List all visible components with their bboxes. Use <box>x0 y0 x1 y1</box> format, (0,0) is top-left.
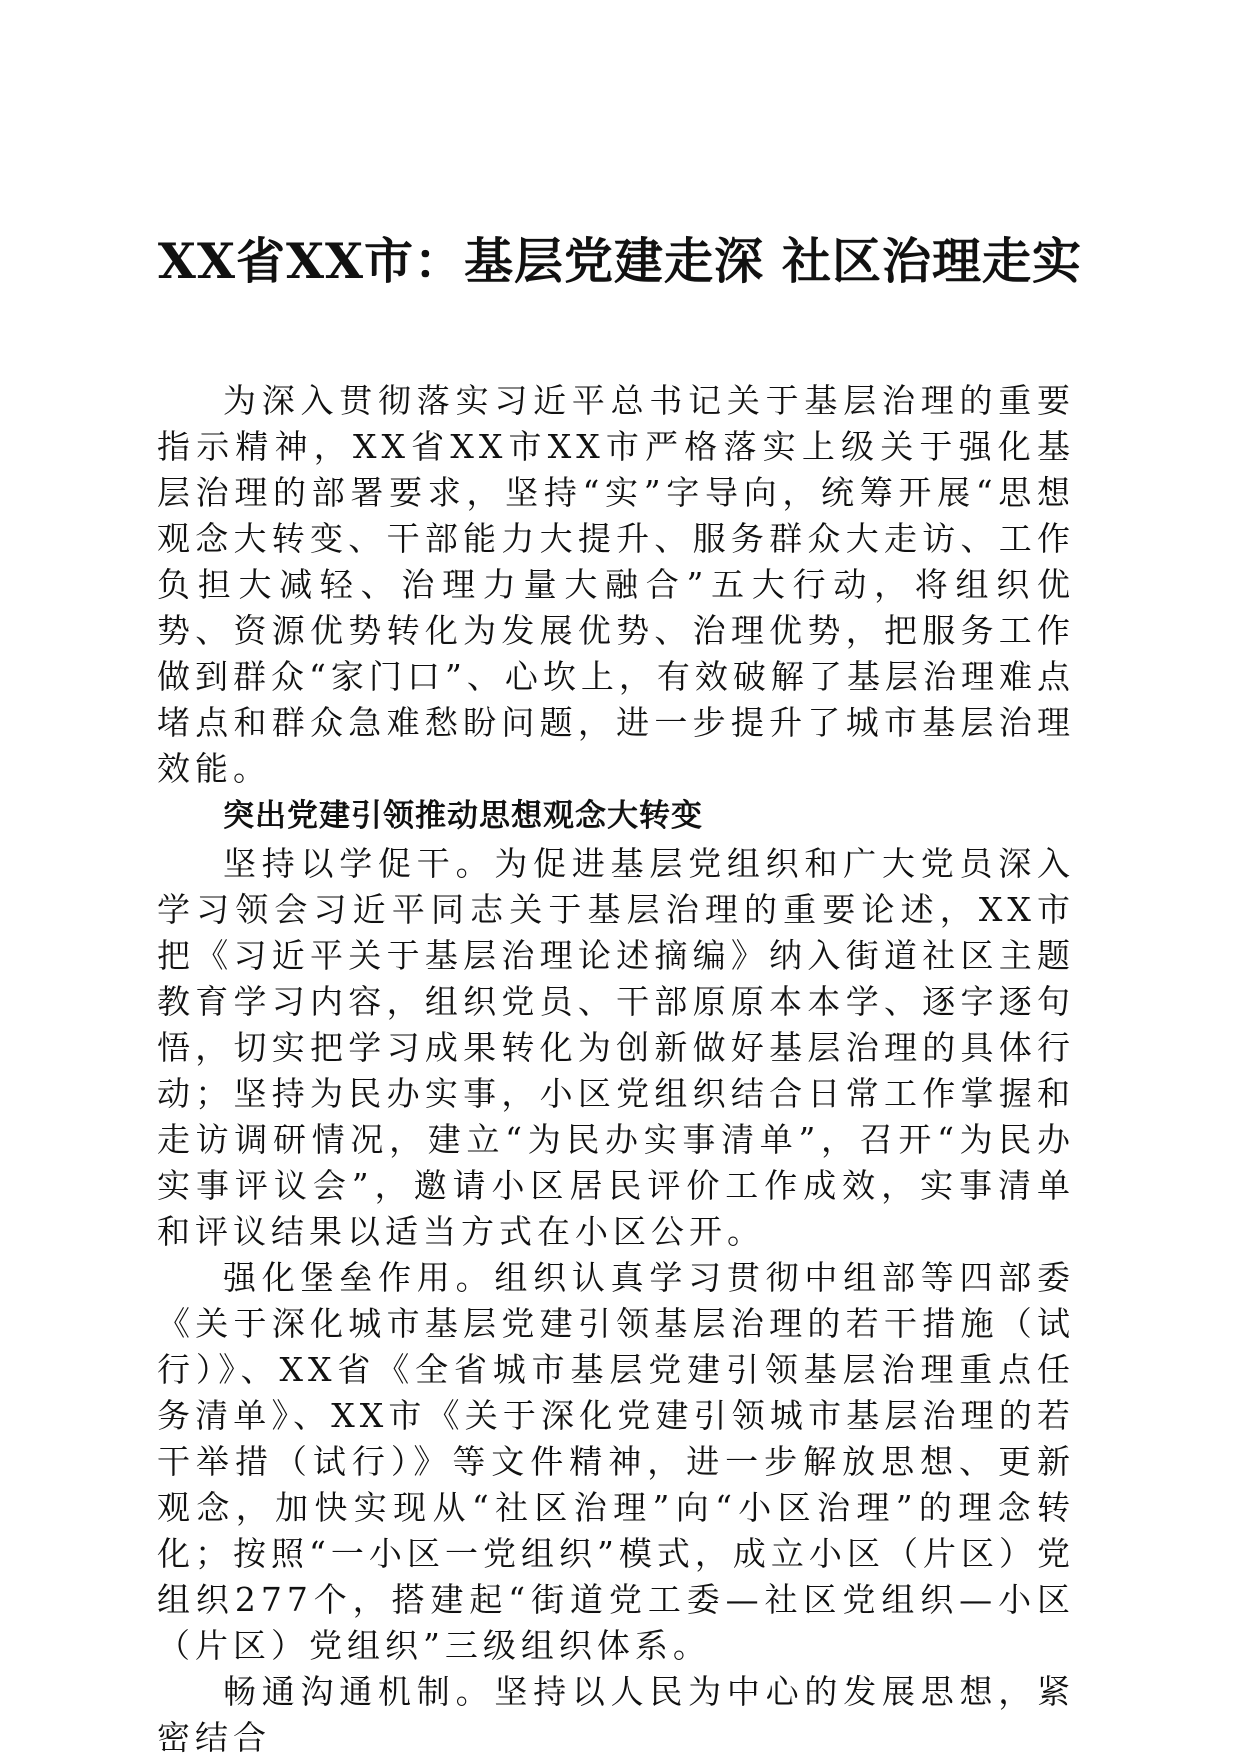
fortress-paragraph: 强化堡垒作用。组织认真学习贯彻中组部等四部委《关于深化城市基层党建引领基层治理的若干措施（试行）》、XX省《全省城市基层党建引领基层治理重点任务清单》、XX市《关于深化党建引领城市基层治理的若干举措（试行）》等文件精神，进一步解放思想、更新观念，加快实现从“社区治理”向“小区治理”的理念转化；按照“一小区一党组织”模式，成立小区（片区）党组织277个，搭建起“街道党工委—社区党组织—小区（片区）党组织”三级组织体系。 <box>157 1258 1075 1665</box>
document-body <box>157 378 1075 1761</box>
study-paragraph: 坚持以学促干。为促进基层党组织和广大党员深入学习领会习近平同志关于基层治理的重要论述，XX市把《习近平关于基层治理论述摘编》纳入街道社区主题教育学习内容，组织党员、干部原原本本学、逐字逐句悟，切实把学习成果转化为创新做好基层治理的具体行动；坚持为民办实事，小区党组织结合日常工作掌握和走访调研情况，建立“为民办实事清单”，召开“为民办实事评议会”，邀请小区居民评价工作成效，实事清单和评议结果以适当方式在小区公开。 <box>157 844 1075 1251</box>
communication-paragraph: 畅通沟通机制。坚持以人民为中心的发展思想，紧密结合 <box>157 1672 1075 1757</box>
intro-paragraph: 为深入贯彻落实习近平总书记关于基层治理的重要指示精神，XX省XX市XX市严格落实上级关于强化基层治理的部署要求，坚持“实”字导向，统筹开展“思想观念大转变、干部能力大提升、服务群众大走访、工作负担大减轻、治理力量大融合”五大行动，将组织优势、资源优势转化为发展优势、治理优势，把服务工作做到群众“家门口”、心坎上，有效破解了基层治理难点堵点和群众急难愁盼问题，进一步提升了城市基层治理效能。 <box>157 381 1075 788</box>
section-heading: 突出党建引领推动思想观念大转变 <box>223 798 703 834</box>
document-title: XX省XX市：基层党建走深 社区治理走实 <box>157 232 1083 290</box>
